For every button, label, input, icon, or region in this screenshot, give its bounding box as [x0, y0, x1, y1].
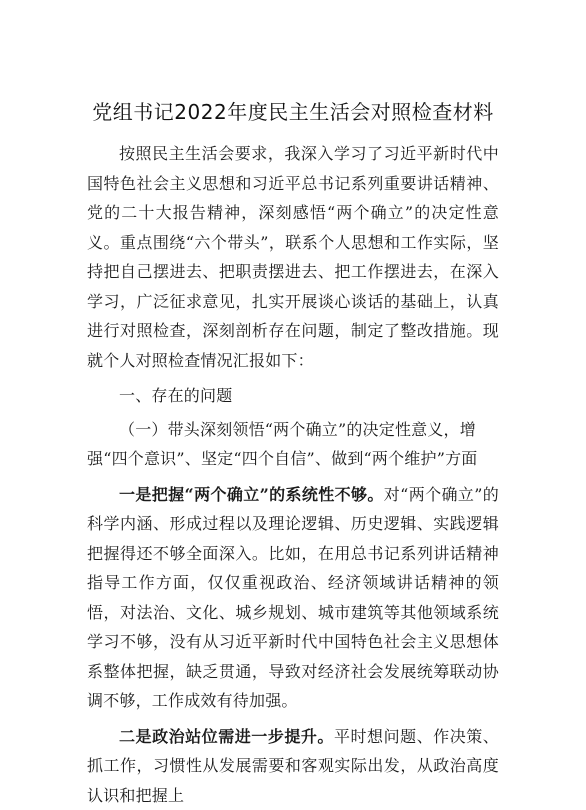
section-heading-problems: 一、存在的问题 [87, 381, 499, 411]
intro-paragraph: 按照民主生活会要求，我深入学习了习近平新时代中国特色社会主义思想和习近平总书记系列重要讲话精神、党的二十大报告精神，深刻感悟“两个确立”的决定性意义。重点围绕“六个带头”，联系个人思想和工作实际，坚持把自己摆进去、把职责摆进去、把工作摆进去，在深入学习，广泛征求意见，扎实开展谈心谈话的基础上，认真进行对照检查，深刻剖析存在问题，制定了整改措施。现就个人对照检查情况汇报如下： [87, 139, 499, 375]
point-two-lead: 二是政治站位需进一步提升。 [119, 727, 334, 746]
point-one-lead: 一是把握“两个确立”的系统性不够。 [119, 485, 384, 504]
document-body [87, 139, 499, 810]
point-one-body: 对“两个确立”的科学内涵、形成过程以及理论逻辑、历史逻辑、实践逻辑把握得还不够全面深入。比如，在用总书记系列讲话精神指导工作方面，仅仅重视政治、经济领域讲话精神的领悟，对法治、文化、城乡规划、城市建筑等其他领域系统学习不够，没有从习近平新时代中国特色社会主义思想体系整体把握，缺乏贯通，导致对经济社会发展统筹联动协调不够，工作成效有待加强。 [87, 485, 499, 711]
point-two-paragraph [87, 722, 499, 810]
document-title: 党组书记2022年度民主生活会对照检查材料 [0, 98, 586, 126]
subsection-heading: （一）带头深刻领悟“两个确立”的决定性意义，增强“四个意识”、坚定“四个自信”、做到“两个维护”方面 [87, 415, 499, 474]
point-one-paragraph [87, 480, 499, 716]
point-two-body: 平时想问题、作决策、抓工作，习惯性从发展需要和客观实际出发，从政治高度认识和把握上 [87, 727, 499, 805]
